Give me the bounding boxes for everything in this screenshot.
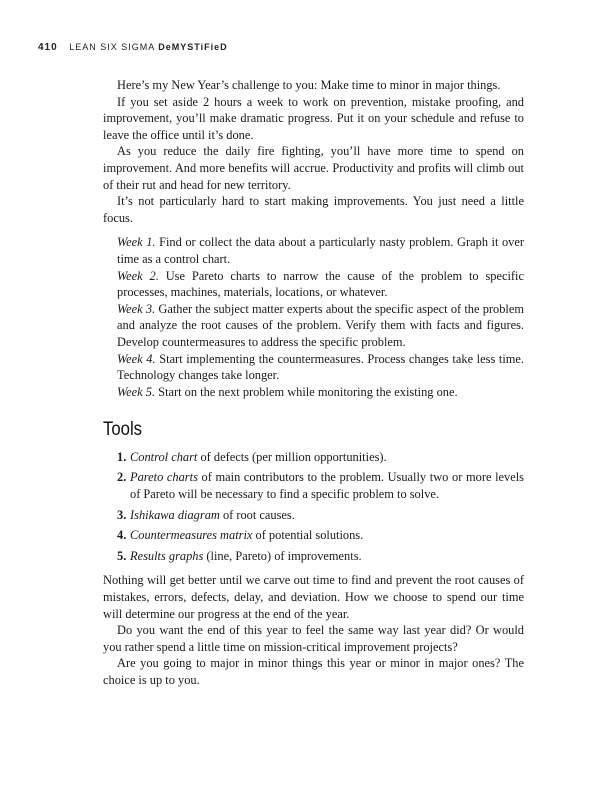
tool-number: 3. — [117, 507, 127, 522]
page-body — [103, 77, 524, 689]
tool-number: 5. — [117, 548, 127, 563]
week-item — [117, 268, 524, 301]
tool-text: of defects (per million opportunities). — [197, 449, 387, 464]
section-heading-tools: Tools — [103, 419, 143, 441]
tool-name: Results graphs — [130, 548, 204, 563]
week-text: Start implementing the countermeasures. Process changes take less time. Technology changes take longer. — [117, 351, 525, 383]
week-text: Find or collect the data about a particularly nasty problem. Graph it over time as a control chart. — [117, 235, 525, 266]
book-subtitle: DeMYSTiFieD — [158, 42, 228, 52]
intro-paragraph: It’s not particularly hard to start making improvements. You just need a little focus. — [103, 194, 524, 225]
closing-paragraph: Are you going to major in minor things this year or minor in major ones? The choice is up to you. — [103, 656, 524, 687]
tool-item — [117, 469, 524, 502]
tool-item — [117, 527, 524, 544]
tool-text: (line, Pareto) of improvements. — [203, 548, 362, 563]
week-label: Week 1. — [117, 235, 156, 250]
week-label: Week 4. — [117, 351, 156, 366]
running-header — [38, 42, 228, 53]
weekly-plan — [117, 234, 524, 400]
closing-paragraph: Nothing will get better until we carve out time to find and prevent the root causes of mistakes, errors, defects, delay, and deviation. How we choose to spend our time will determine our progress at the end of the year. — [103, 573, 524, 621]
week-label: Week 2. — [117, 268, 159, 283]
tools-list — [103, 449, 524, 565]
week-text: Gather the subject matter experts about the specific aspect of the problem and analyze the root causes of the problem. Verify them with facts and figures. Develop countermeasures to address the specific problem. — [117, 301, 524, 349]
week-item — [117, 384, 524, 401]
tool-text: of root causes. — [219, 507, 295, 522]
week-label: Week 5. — [117, 384, 156, 399]
tool-text: of potential solutions. — [252, 528, 364, 543]
closing-paragraph: Do you want the end of this year to feel the same way last year did? Or would you rather spend a little time on mission-critical improvement projects? — [103, 623, 524, 654]
week-text: Start on the next problem while monitoring the existing one. — [155, 384, 458, 399]
tool-name: Ishikawa diagram — [130, 507, 220, 522]
intro-paragraph: As you reduce the daily fire fighting, you’ll have more time to spend on improvement. And more benefits will accrue. Productivity and profits will climb out of their rut and head for new territory. — [103, 144, 524, 192]
tool-name: Control chart — [130, 449, 198, 464]
tool-text: of main contributors to the problem. Usually two or more levels of Pareto will be necessary to find a specific problem to solve. — [130, 470, 524, 502]
tool-name: Pareto charts — [130, 470, 198, 485]
week-item — [117, 351, 524, 384]
book-title: LEAN SIX SIGMA — [69, 42, 155, 52]
week-label: Week 3. — [117, 301, 156, 316]
tool-name: Countermeasures matrix — [130, 528, 253, 543]
week-item — [117, 301, 524, 351]
intro-paragraph: If you set aside 2 hours a week to work on prevention, mistake proofing, and improvement, you’ll make dramatic progress. Put it on your schedule and refuse to leave the office until it’s done. — [103, 94, 524, 142]
tool-item — [117, 548, 524, 565]
tool-number: 2. — [117, 470, 127, 485]
tool-item — [117, 507, 524, 524]
week-item — [117, 234, 524, 267]
page-number: 410 — [38, 42, 58, 53]
intro-paragraph: Here’s my New Year’s challenge to you: Make time to minor in major things. — [117, 78, 501, 92]
week-text: Use Pareto charts to narrow the cause of the problem to specific processes, machines, materials, locations, or whatever. — [117, 268, 524, 300]
tool-number: 4. — [117, 528, 127, 543]
tool-item — [117, 449, 524, 466]
tool-number: 1. — [117, 449, 127, 464]
